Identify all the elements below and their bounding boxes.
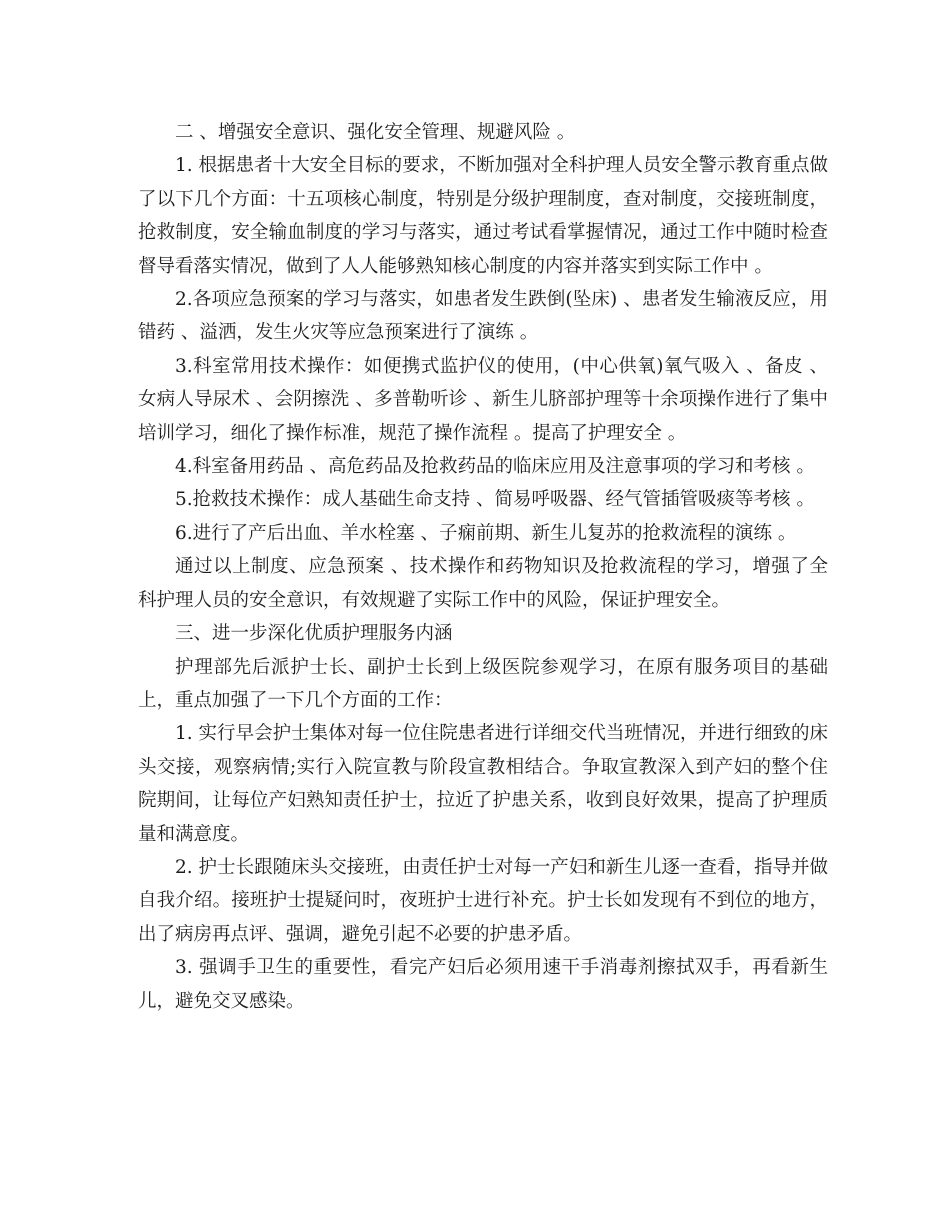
section-2-item-2: 2.各项应急预案的学习与落实，如患者发生跌倒(坠床) 、患者发生输液反应，用错药 、溢洒，发生火灾等应急预案进行了演练 。 — [138, 289, 828, 344]
section-3-intro: 护理部先后派护士长、副护士长到上级医院参观学习，在原有服务项目的基础上，重点加强了一下几个方面的工作： — [138, 656, 828, 711]
section-2-item-4: 4.科室备用药品 、高危药品及抢救药品的临床应用及注意事项的学习和考核 。 — [175, 456, 815, 478]
section-2-item-5: 5.抢救技术操作：成人基础生命支持 、简易呼吸器、经气管插管吸痰等考核 。 — [175, 489, 815, 511]
document-body — [138, 116, 828, 1018]
section-2-heading: 二 、增强安全意识、强化安全管理、规避风险 。 — [175, 122, 576, 143]
section-3-item-2: 2. 护士长跟随床头交接班，由责任护士对每一产妇和新生儿逐一查看，指导并做自我介绍。接班护士提疑问时，夜班护士进行补充。护士长如发现有不到位的地方，出了病房再点评、强调，避免引起不必要的护患矛盾。 — [138, 856, 828, 945]
section-2-item-1: 1. 根据患者十大安全目标的要求，不断加强对全科护理人员安全警示教育重点做了以下几个方面：十五项核心制度，特别是分级护理制度，查对制度，交接班制度，抢救制度，安全输血制度的学习与落实，通过考试看掌握情况，通过工作中随时检查督导看落实情况，做到了人人能够熟知核心制度的内容并落实到实际工作中 。 — [138, 155, 828, 277]
section-3-heading: 三、进一步深化优质护理服务内涵 — [175, 623, 453, 645]
section-3-item-3: 3. 强调手卫生的重要性，看完产妇后必须用速干手消毒剂擦拭双手，再看新生儿，避免交叉感染。 — [138, 957, 828, 1012]
section-2-item-3: 3.科室常用技术操作：如便携式监护仪的使用，(中心供氧)氧气吸入 、备皮 、女病人导尿术 、会阴擦洗 、多普勒听诊 、新生儿脐部护理等十余项操作进行了集中培训学习，细化了操作标准，规范了操作流程 。提高了护理安全 。 — [138, 355, 828, 444]
section-3-item-1: 1. 实行早会护士集体对每一位住院患者进行详细交代当班情况，并进行细致的床头交接，观察病情;实行入院宣教与阶段宣教相结合。争取宣教深入到产妇的整个住院期间，让每位产妇熟知责任护士，拉近了护患关系，收到良好效果，提高了护理质量和满意度。 — [138, 723, 828, 845]
section-2-item-6: 6.进行了产后出血、羊水栓塞 、子痫前期、新生儿复苏的抢救流程的演练 。 — [175, 522, 797, 544]
section-2-summary: 通过以上制度、应急预案 、技术操作和药物知识及抢救流程的学习，增强了全科护理人员的安全意识，有效规避了实际工作中的风险，保证护理安全。 — [138, 556, 828, 611]
